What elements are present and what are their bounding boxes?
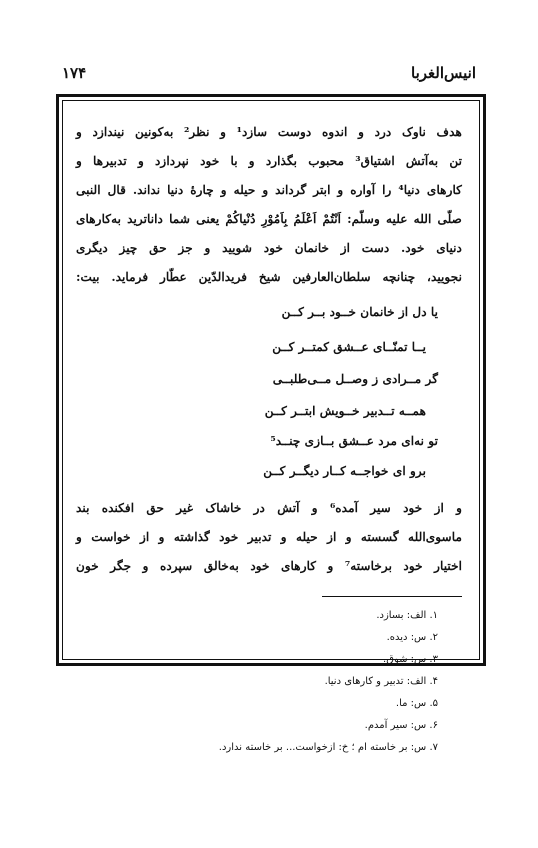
verse-line: گر مــرادی ز وصــل مــی‌طلبــی — [272, 372, 438, 386]
footnote: ۲. س: دیده. — [386, 632, 438, 643]
text-line: نجویید، چنانچه سلطان‌العارفین شیخ فریدالدّین عطّار فرماید. بیت: — [76, 270, 462, 284]
page-number: ۱۷۴ — [62, 64, 87, 82]
text-line: کارهای دنیا⁴ را آواره و ابتر گرداند و حیله و چارهٔ دنیا نداند. قال النبی — [76, 183, 462, 197]
footnotes — [219, 605, 438, 759]
verse-line: یا دل از خانمان خــود بــر کــن — [281, 305, 438, 319]
footnote: ۱. الف: بسازد. — [376, 610, 438, 621]
text-line: اختیار خود برخاسته⁷ و کارهای خود به‌خالق سپرده و جگر خون — [76, 559, 462, 573]
paragraph-1 — [76, 118, 462, 292]
footnote: ۷. س: بر خاسته ام ؛ خ: ازخواست... بر خاسته ندارد. — [218, 742, 438, 753]
text-line: صلّی الله علیه وسلّم: اَنْتُمْ اَعْلَمُ بِاَمُوْرِ دُنْیاکُمْ یعنی شما داناترید به‌کارهای — [76, 212, 462, 226]
verse-line: برو ای خواجــه کــار دیگــر کــن — [263, 464, 426, 478]
verse-line: یــا تمنّــای عــشق کمتــر کــن — [272, 340, 426, 354]
footnote: ۵. س: ما. — [395, 698, 438, 709]
text-line: ماسوی‌الله گسسته و از حیله و تدبیر خود گذاشته و از خواست و — [76, 530, 462, 544]
page-header — [58, 64, 480, 88]
text-line: تن به‌آتش اشتیاق³ محبوب بگذارد و با خود نپردازد و تدبیرها و — [76, 154, 462, 168]
footnote-separator — [322, 596, 462, 597]
footnote: ۶. س: سیر آمدم. — [364, 720, 438, 731]
book-title: انیس‌الغربا — [411, 64, 476, 82]
text-line: دنیای خود. دست از خانمان خود شویید و جز حق چیز دیگری — [76, 241, 462, 255]
paragraph-2 — [76, 494, 462, 581]
verse-line: همــه تــدبیر خــویش ابتــر کــن — [264, 404, 426, 418]
footnote: ۳. س: شوق. — [383, 654, 438, 665]
text-line: هدف ناوک درد و اندوه دوست سازد¹ و نظر² به‌کونین نیندازد و — [76, 125, 462, 139]
footnote: ۴. الف: تدبیر و کارهای دنیا. — [324, 676, 438, 687]
text-line: و از خود سیر آمده⁶ و آتش در خاشاک غیر حق افکنده بند — [76, 501, 462, 515]
verse-line: تو نه‌ای مرد عــشق بــازی چنــد⁵ — [270, 434, 438, 448]
